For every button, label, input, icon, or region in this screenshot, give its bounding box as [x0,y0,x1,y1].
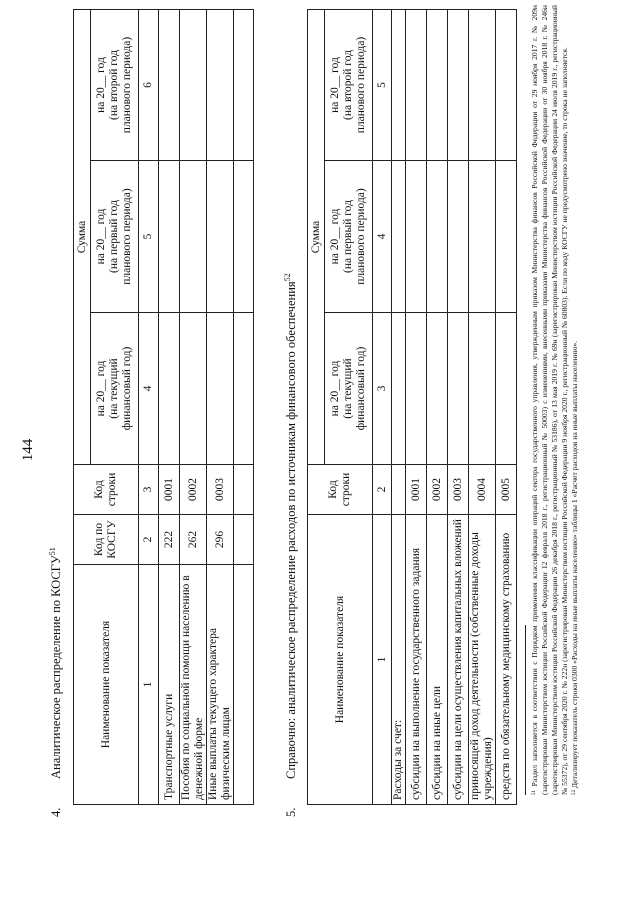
footnote-51: ⁵¹ Раздел заполняется в соответствии с Порядком применения классификации операций сектора государственного управления, утвержденным приказом Министерства финансов Российской Федерации от 29 ноября 2017 г. № 209н (зарегистрирован Министерством юстиции Российской Федерации 12 февраля 2018 г., регистрационный № 50003) с изменениями, внесенными приказами Министерства финансов Российской Федерации от 30 ноября 2018 г. № 246н (зарегистрирован Министерством юстиции Российской Федерации 26 декабря 2018 г., регистрационный № 53186), от 13 мая 2019 г. № 69н (зарегистрирован Министерством юстиции Российской Федерации 24 июля 2019 г., регистрационный № 55372), от 29 сентября 2020 г. № 222н (зарегистрирован Министерством юстиции Российской Федерации 9 ноября 2020 г., регистрационный № 60803). Если по коду КОСГУ не предусмотрено значение, то строка не заполняется. [530,5,569,795]
table-row: Транспортные услуги 222 0001 [159,9,180,804]
header-name: Наименование показателя [74,565,139,805]
page-number: 144 [20,438,36,462]
kosgu-table [73,9,254,805]
section-5-heading [283,273,299,817]
header-second-plan-year: на 20__ год (на второй год планового периода) [91,9,139,160]
header-name: Наименование показателя [308,515,373,805]
footnote-52: ⁵² Детализирует показатель строки 0300 «Расходы на иные выплаты населению» таблицы 1 «Расчет расходов на иные выплаты населению». [570,340,579,795]
section-4-footnote-ref: 51 [48,547,57,556]
table-row: субсидии на иные цели 0002 [427,9,448,804]
header-code: Код строки [308,465,373,515]
table-row: Пособия по социальной помощи населению в денежной форме 262 0002 [180,9,207,804]
section-4-number: 4. [49,807,64,817]
section-5-footnote-ref: 52 [283,273,292,282]
section-5-title: Справочно: аналитическое распределение расходов по источникам финансового обеспечения [284,281,299,779]
header-kosgu: Код по КОСГУ [74,515,139,565]
header-second-plan-year: на 20__ год (на второй год планового периода) [325,9,373,160]
footnotes [530,5,580,795]
header-sum: Сумма [308,9,325,464]
funding-sources-table [307,9,517,805]
header-current-year: на 20__ год (на текущий финансовый год) [91,313,139,465]
section-4-heading [48,547,64,817]
header-first-plan-year: на 20__ год (на первый год планового периода) [91,161,139,313]
table-row: субсидии на цели осуществления капитальных вложений 0003 [448,9,469,804]
table-row: Иные выплаты текущего характера физическим лицам 296 0003 [207,9,234,804]
table-row [234,9,254,804]
table-row: средств по обязательному медицинскому страхованию 0005 [496,9,517,804]
header-current-year: на 20__ год (на текущий финансовый год) [325,313,373,465]
column-number-row: 1 2 3 4 5 [373,9,392,804]
header-code: Код строки [74,465,139,515]
column-number-row: 1 2 3 4 5 6 [139,9,159,804]
table-row: Расходы за счет: [392,9,406,804]
table-row: субсидии на выполнение государственного задания 0001 [406,9,427,804]
header-sum: Сумма [74,9,91,464]
section-4-title: Аналитическое распределение по КОСГУ [49,555,64,779]
header-first-plan-year: на 20__ год (на первый год планового периода) [325,161,373,313]
table-row: приносящей доход деятельности (собственные доходы учреждения) 0004 [469,9,496,804]
section-5-number: 5. [284,807,299,817]
footnote-separator [525,625,526,795]
